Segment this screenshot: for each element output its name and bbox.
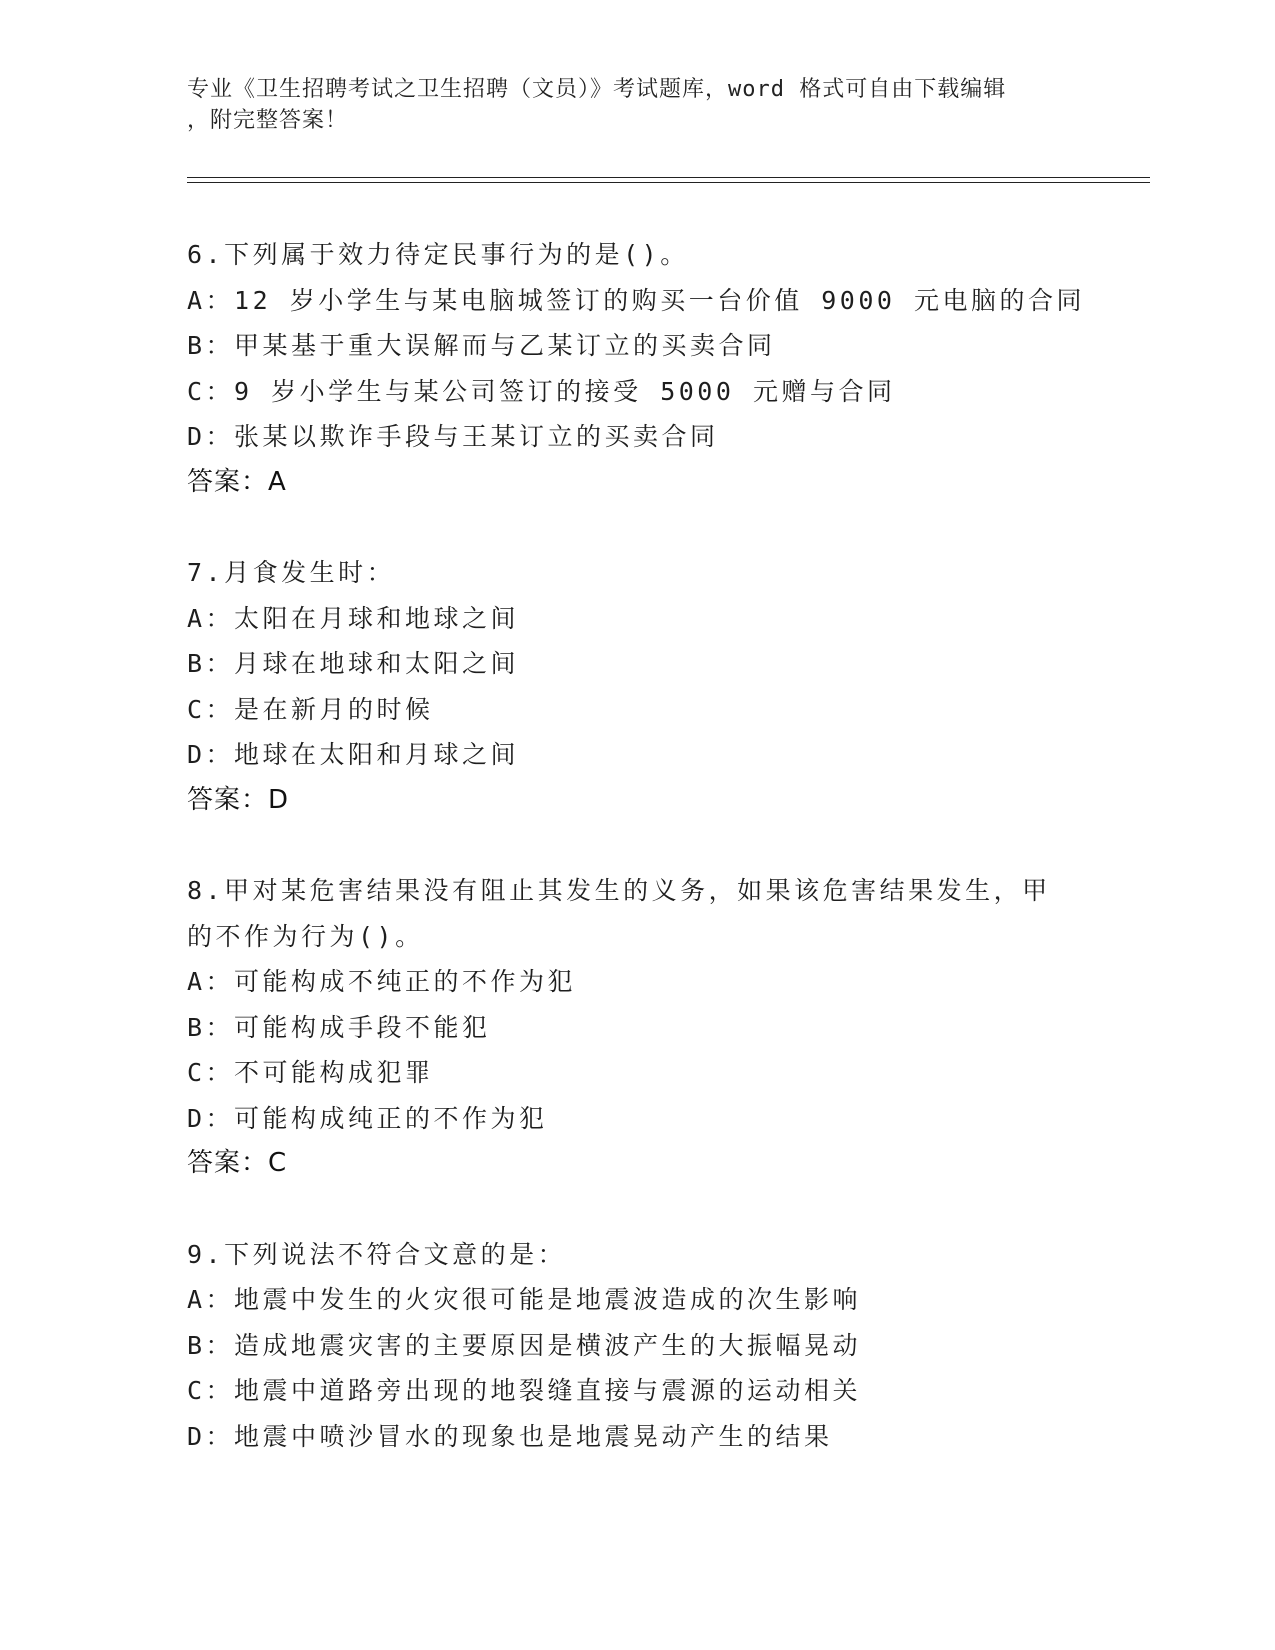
option-d: D：地震中喷沙冒水的现象也是地震晃动产生的结果 [187, 1421, 833, 1451]
question-6 [187, 232, 1147, 505]
question-stem-line-2: 的不作为行为()。 [187, 921, 424, 951]
question-spacer [187, 1187, 1147, 1232]
option-d: D：张某以欺诈手段与王某订立的买卖合同 [187, 422, 719, 451]
question-list [187, 232, 1147, 1459]
question-7 [187, 550, 1147, 823]
option-d: D：可能构成纯正的不作为犯 [187, 1103, 548, 1133]
question-stem: 7.月食发生时： [187, 558, 396, 587]
answer-line: 答案：A [187, 466, 287, 497]
answer-line: 答案：D [187, 784, 290, 815]
header-divider [187, 177, 1150, 183]
option-a: A：地震中发生的火灾很可能是地震波造成的次生影响 [187, 1285, 862, 1314]
option-c: C：不可能构成犯罪 [187, 1058, 434, 1087]
question-8 [187, 868, 1147, 1187]
option-a: A：太阳在月球和地球之间 [187, 603, 520, 633]
option-c: C：地震中道路旁出现的地裂缝直接与震源的运动相关 [187, 1376, 862, 1405]
header-line-1: 专业《卫生招聘考试之卫生招聘（文员）》考试题库，word 格式可自由下载编辑 [187, 77, 1007, 102]
option-b: B：甲某基于重大误解而与乙某订立的买卖合同 [187, 331, 776, 360]
question-stem: 9.下列说法不符合文意的是： [187, 1239, 567, 1269]
answer-line: 答案：C [187, 1148, 288, 1178]
option-b: B：造成地震灾害的主要原因是横波产生的大振幅晃动 [187, 1330, 862, 1360]
option-c: C：9 岁小学生与某公司签订的接受 5000 元赠与合同 [187, 376, 896, 406]
option-d: D：地球在太阳和月球之间 [187, 740, 520, 769]
option-a: A：可能构成不纯正的不作为犯 [187, 967, 577, 996]
question-spacer [187, 823, 1147, 868]
option-b: B：月球在地球和太阳之间 [187, 649, 520, 678]
document-header [187, 74, 1067, 136]
question-stem-line-1: 8.甲对某危害结果没有阻止其发生的义务，如果该危害结果发生，甲 [187, 876, 1051, 905]
header-line-2: ，附完整答案！ [187, 108, 349, 133]
option-a: A：12 岁小学生与某电脑城签订的购买一台价值 9000 元电脑的合同 [187, 285, 1086, 315]
question-spacer [187, 505, 1147, 550]
question-stem: 6.下列属于效力待定民事行为的是()。 [187, 240, 689, 269]
question-9 [187, 1232, 1147, 1460]
option-c: C：是在新月的时候 [187, 694, 434, 724]
option-b: B：可能构成手段不能犯 [187, 1012, 491, 1042]
